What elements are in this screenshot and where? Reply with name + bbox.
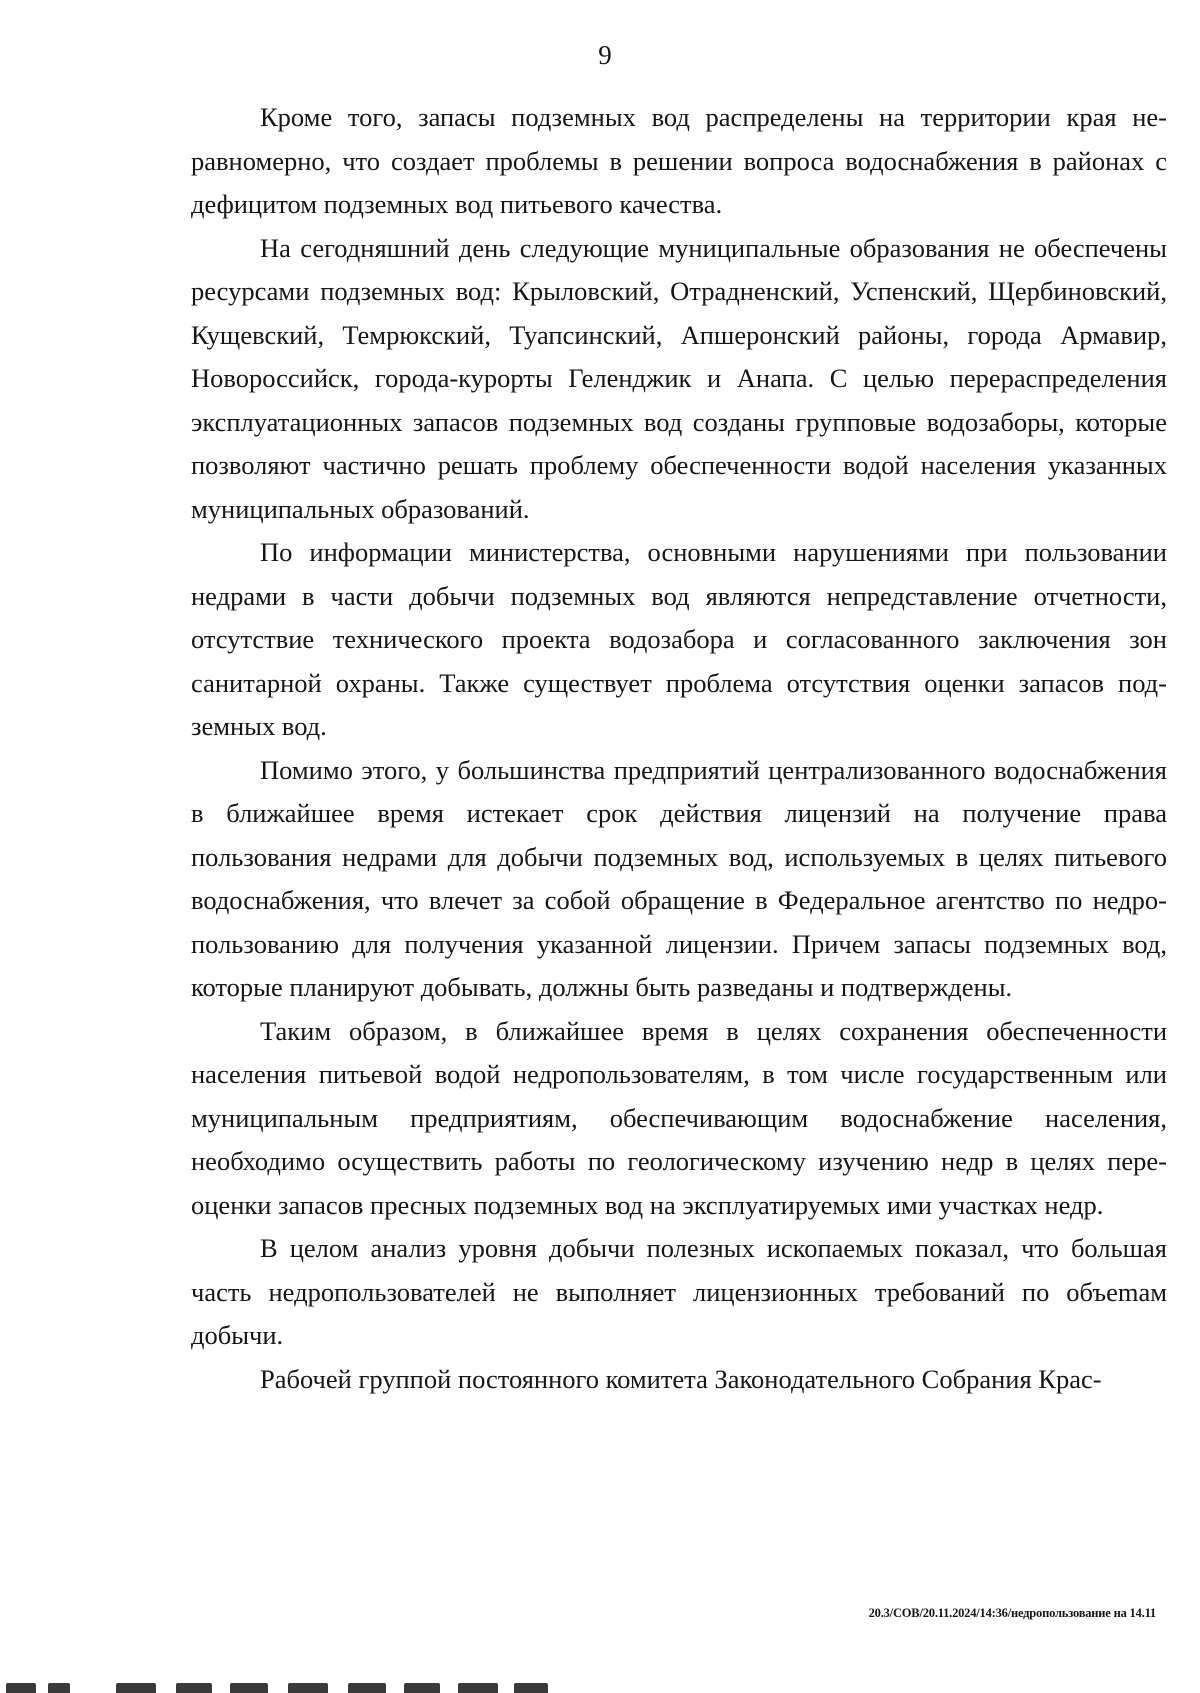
paragraph: Таким образом, в ближайшее время в целях сохранения обеспеченности населения питьевой водой недропользователям, в том числе государственным или муниципальным предприятиям, обеспечивающим водоснабжение населения, необходимо осуществить работы по геологическому изучению недр в целях переоценки запасов пресных подземных вод на эксплуатируемых ими участках недр.	[191, 1015, 1167, 1220]
paragraph: Помимо этого, у большинства предприятий централизованного водоснабжения в ближайшее время истекает срок действия лицензий на получение права пользования недрами для добычи подземных вод, используемых в целях питьевого водоснабжения, что влечет за собой обращение в Федеральное агентство по недропользованию для получения указанной лицензии. Причем запасы подземных вод, которые планируют добывать, должны быть разведаны и подтверждены.	[191, 754, 1167, 1002]
page-number: 9	[598, 40, 612, 70]
paragraph: По информации министерства, основными нарушениями при пользовании недрами в части добычи подземных вод являются непредставление отчетности, отсутствие технического проекта водозабора и согласованного заключения зон санитарной охраны. Также существует проблема отсутствия оценки запасов подземных вод.	[191, 537, 1167, 741]
document-code-footer: 20.3/СОВ/20.11.2024/14:36/недропользование на 14.11	[868, 1606, 1156, 1620]
paragraph: В целом анализ уровня добычи полезных ископаемых показал, что большая часть недропользователей не выполняет лицензионных требований по объemам добычи.	[191, 1233, 1167, 1350]
document-body	[191, 96, 1167, 1401]
paragraph: Кроме того, запасы подземных вод распределены на территории края неравномерно, что создает проблемы в решении вопроса водоснабжения в районах с дефицитом подземных вод питьевого качества.	[191, 102, 1167, 219]
scan-edge-artifact	[0, 1679, 600, 1693]
paragraph-continued: Рабочей группой постоянного комитета Законодательного Собрания Крас-	[260, 1363, 1102, 1394]
paragraph: На сегодняшний день следующие муниципальные образования не обеспечены ресурсами подземных вод: Крыловский, Отрадненский, Успенский, Щербиновский, Кущевский, Темрюкский, Туапсинский, Апшеронский районы, города Армавир, Новороссийск, города-курорты Геленджик и Анапа. С целью перераспределения эксплуатационных запасов подземных вод созданы групповые водозаборы, которые позволяют частично решать проблему обеспеченности водой населения указанных муниципальных образований.	[191, 232, 1167, 524]
